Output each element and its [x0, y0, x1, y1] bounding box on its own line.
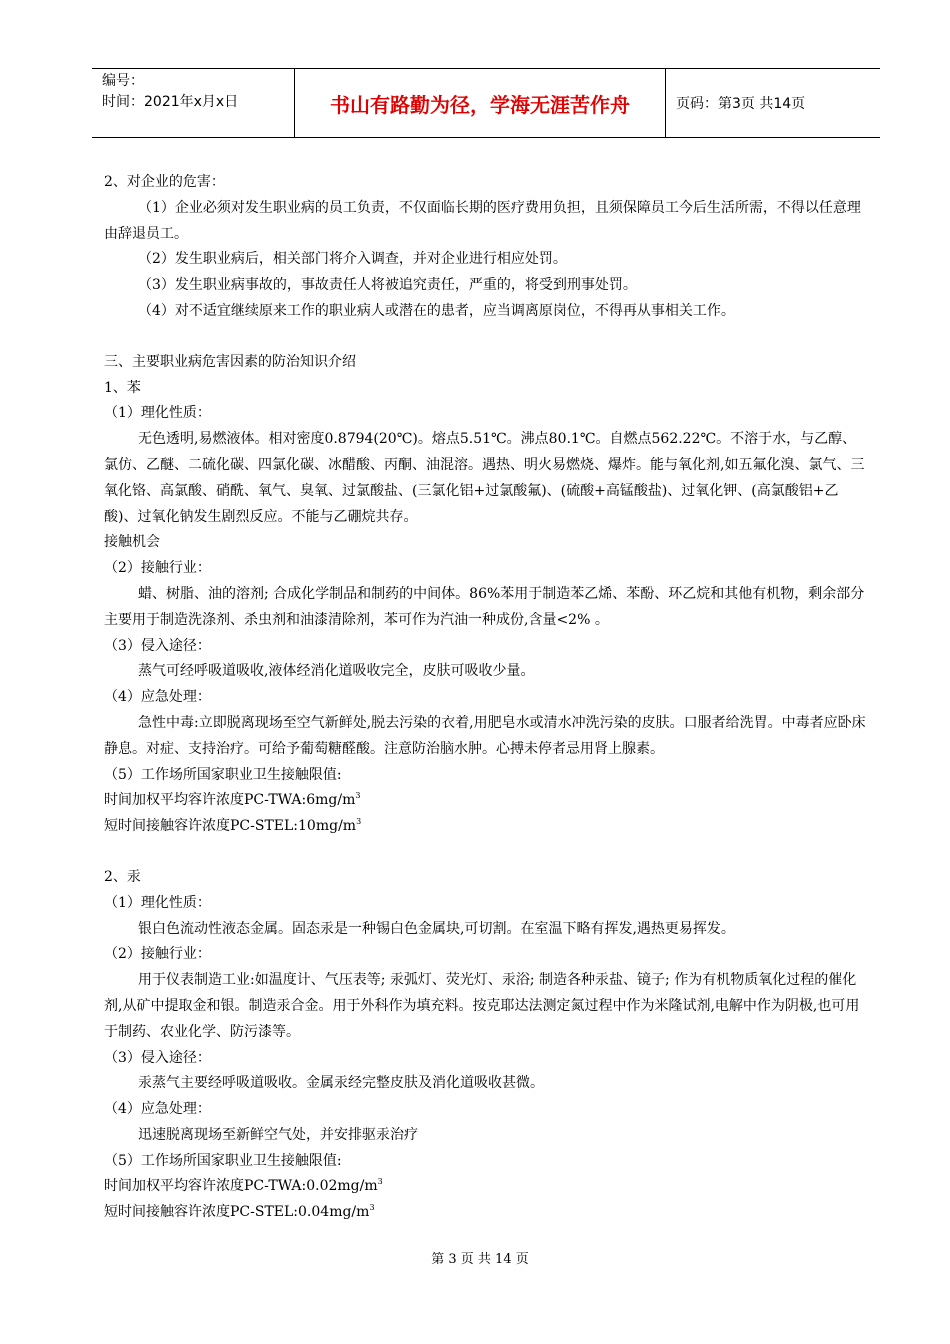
header-page-label: 页码：第3页 共14页: [676, 96, 806, 112]
mercury-emergency-text: 迅速脱离现场至新鲜空气处，并安排驱汞治疗: [138, 1126, 418, 1143]
mercury-limit-label: （5）工作场所国家职业卫生接触限值:: [104, 1152, 342, 1169]
benzene-contact-chance: 接触机会: [104, 534, 160, 551]
benzene-twa: 时间加权平均容许浓度$PC-TWA:6mg/m^3$: [104, 791, 361, 809]
mercury-prop-text: 银白色流动性液态金属。固态汞是一种锡白色金属块,可切割。在室温下略有挥发,遇热更易挥发。: [138, 920, 735, 937]
page-footer: [0, 1248, 950, 1267]
mercury-prop-label: （1）理化性质：: [104, 894, 211, 911]
header-info-cell: [92, 69, 294, 137]
benzene-route-label: （3）侵入途径：: [104, 637, 211, 654]
benzene-stel: 短时间接触容许浓度$PC-STEL:10mg/m^3$: [104, 817, 362, 835]
document-body: [104, 170, 868, 1226]
benzene-title: 1、苯: [104, 379, 141, 396]
mercury-title: 2、汞: [104, 868, 141, 885]
benzene-route-text: 蒸气可经呼吸道吸收,液体经消化道吸收完全，皮肤可吸收少量。: [138, 663, 535, 680]
doc-time-label: 时间：2021年x月x日: [102, 94, 239, 110]
mercury-route-text: 汞蒸气主要经呼吸道吸收。金属汞经完整皮肤及消化道吸收甚微。: [138, 1075, 544, 1092]
harm-item-4: （4）对不适宜继续原来工作的职业病人或潜在的患者，应当调离原岗位，不得再从事相关工作。: [138, 302, 735, 319]
mercury-twa: 时间加权平均容许浓度$PC-TWA:0.02mg/m^3$: [104, 1177, 383, 1195]
page-header: [92, 68, 880, 138]
mercury-stel: 短时间接触容许浓度$PC-STEL:0.04mg/m^3$: [104, 1203, 375, 1221]
benzene-industry-text: 蜡、树脂、油的溶剂; 合成化学制品和制药的中间体。86%苯用于制造苯乙烯、苯酚、环乙烷和其他有机物，剩余部分主要用于制造洗涤剂、杀虫剂和油漆清除剂，苯可作为汽油一种成份,含量<2% 。: [104, 585, 865, 628]
harm-item-3: （3）发生职业病事故的，事故责任人将被追究责任，严重的，将受到刑事处罚。: [138, 277, 637, 294]
footer-page-number: 第 3 页 共 14 页: [431, 1252, 529, 1267]
harm-item-2: （2）发生职业病后，相关部门将介入调查，并对企业进行相应处罚。: [138, 251, 567, 268]
header-motto: 书山有路勤为径，学海无涯苦作舟: [294, 69, 666, 137]
mercury-emergency-label: （4）应急处理：: [104, 1101, 211, 1118]
benzene-emergency-label: （4）应急处理：: [104, 689, 211, 706]
benzene-prop-text: 无色透明,易燃液体。相对密度0.8794(20℃)。熔点5.51℃。沸点80.1℃。自燃点562.22℃。不溶于水，与乙醇、氯仿、乙醚、二硫化碳、四氯化碳、冰醋酸、丙酮、油混溶。遇热、明火易燃烧、爆炸。能与氧化剂,如五氟化溴、氯气、三氧化铬、高氯酸、硝酰、氧气、臭氧、过氯酸盐、(三氯化铝+过氯酸氟)、(硫酸+高锰酸盐)、过氧化钾、(高氯酸铝+乙酸)、过氧化钠发生剧烈反应。不能与乙硼烷共存。: [104, 431, 865, 525]
mercury-industry-label: （2）接触行业：: [104, 946, 211, 963]
benzene-emergency-text: 急性中毒:立即脱离现场至空气新鲜处,脱去污染的衣着,用肥皂水或清水冲洗污染的皮肤。口服者给洗胃。中毒者应卧床静息。对症、支持治疗。可给予葡萄糖醛酸。注意防治脑水肿。心搏未停者忌用肾上腺素。: [104, 714, 866, 757]
benzene-limit-label: （5）工作场所国家职业卫生接触限值:: [104, 766, 342, 783]
mercury-route-label: （3）侵入途径：: [104, 1049, 211, 1066]
doc-number-label: 编号：: [102, 73, 144, 89]
harm-title: 2、对企业的危害：: [104, 174, 225, 190]
benzene-industry-label: （2）接触行业：: [104, 560, 211, 577]
harm-item-1: （1）企业必须对发生职业病的员工负责，不仅面临长期的医疗费用负担，且须保障员工今后生活所需，不得以任意理由辞退员工。: [104, 199, 861, 242]
part3-title: 三、主要职业病危害因素的防治知识介绍: [104, 353, 356, 370]
mercury-industry-text: 用于仪表制造工业:如温度计、气压表等; 汞弧灯、荧光灯、汞浴; 制造各种汞盐、镜子; 作为有机物质氧化过程的催化剂,从矿中提取金和银。制造汞合金。用于外科作为填充料。按克耶达法测定氮过程中作为米隆试剂,电解中作为阴极,也可用于制药、农业化学、防污漆等。: [104, 972, 860, 1040]
benzene-prop-label: （1）理化性质：: [104, 405, 211, 422]
